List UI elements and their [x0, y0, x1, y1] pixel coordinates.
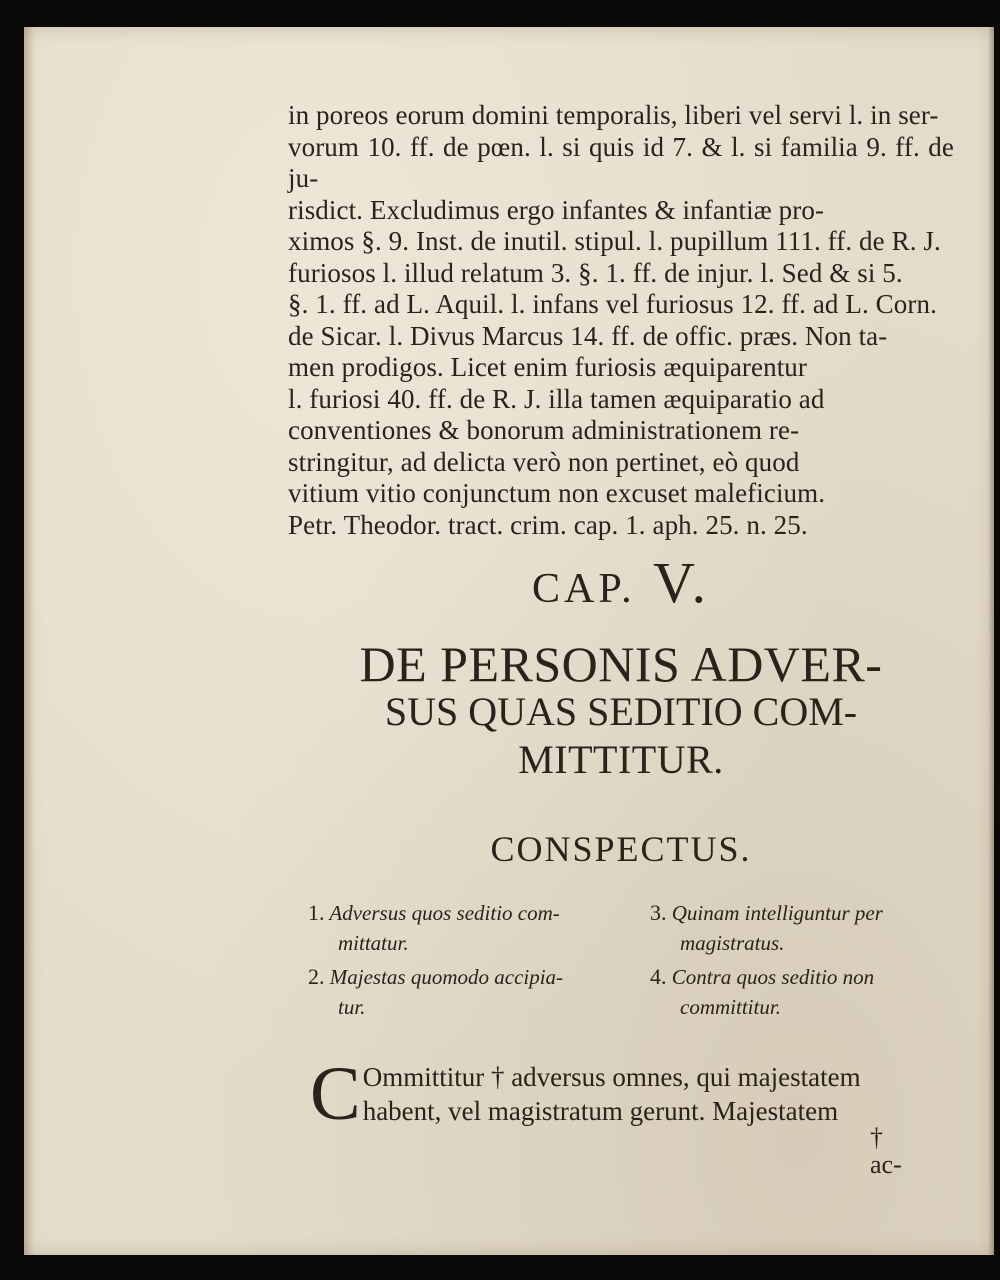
chapter-number: V. — [653, 550, 710, 615]
body-line: in poreos eorum domini temporalis, liberi vel servi l. in ser- — [288, 100, 939, 130]
catchword-text: ac- — [870, 1150, 902, 1179]
body-line: ximos §. 9. Inst. de inutil. stipul. l. pupillum 111. ff. de R. J. — [288, 226, 941, 256]
title-line-1: DE PERSONIS ADVER- — [359, 636, 883, 692]
conspectus-heading: CONSPECTUS. — [490, 829, 752, 869]
body-line: furiosos l. illud relatum 3. §. 1. ff. de injur. l. Sed & si 5. — [288, 257, 903, 288]
body-line: vorum 10. ff. de pœn. l. si quis id 7. & l. si familia 9. ff. de ju- — [288, 131, 954, 193]
page-gutter-shadow — [24, 27, 34, 1255]
summary-item-text: Quinam intelliguntur per — [671, 901, 883, 925]
title-line-3: MITTITUR. — [518, 737, 724, 782]
summary-column-right — [650, 898, 950, 1026]
opening-line-1: Ommittitur † adversus omnes, qui majestatem — [362, 1062, 861, 1092]
summary-item-continuation: mittatur. — [338, 931, 409, 955]
summary-item-continuation: magistratus. — [680, 931, 785, 955]
body-line: de Sicar. l. Divus Marcus 14. ff. de offic. præs. Non ta- — [288, 320, 888, 351]
summary-item-number: 4. — [650, 964, 667, 989]
title-line-2: SUS QUAS SEDITIO COM- — [384, 689, 858, 734]
chapter-word: CAP. — [532, 566, 636, 612]
summary-item — [650, 898, 950, 958]
summary-item-text: Majestas quomodo accipia- — [329, 965, 564, 989]
summary-column-left — [308, 898, 618, 1026]
summary-item-continuation: committitur. — [680, 995, 781, 1019]
summary-item-text: Adversus quos seditio com- — [329, 901, 560, 925]
summary-item-continuation: tur. — [338, 995, 366, 1019]
body-line: vitium vitio conjunctum non excuset maleficium. — [288, 478, 826, 508]
body-paragraph — [288, 100, 954, 541]
summary-item-text: Contra quos seditio non — [671, 965, 875, 989]
chapter-heading — [288, 548, 954, 624]
summary-item — [308, 898, 618, 958]
body-line: l. furiosi 40. ff. de R. J. illa tamen æquiparatio ad — [288, 383, 825, 414]
body-line: risdict. Excludimus ergo infantes & infantiæ pro- — [288, 194, 825, 225]
body-line: Petr. Theodor. tract. crim. cap. 1. aph. 25. n. 25. — [288, 509, 808, 540]
dagger-mark: † — [870, 1123, 883, 1152]
body-line: conventiones & bonorum administrationem re- — [288, 415, 800, 445]
summary-item-number: 3. — [650, 900, 667, 925]
body-line: §. 1. ff. ad L. Aquil. l. infans vel furiosus 12. ff. ad L. Corn. — [288, 289, 937, 319]
summary-item-number: 1. — [308, 900, 325, 925]
body-line: men prodigos. Licet enim furiosis æquiparentur — [288, 352, 807, 382]
summary-item — [308, 962, 618, 1022]
body-line: stringitur, ad delicta verò non pertinet, eò quod — [288, 446, 800, 477]
opening-line-2: habent, vel magistratum gerunt. Majestatem — [362, 1096, 839, 1126]
chapter-title — [288, 636, 954, 784]
page-edge-shadow — [988, 27, 994, 1255]
summary-item — [650, 962, 950, 1022]
summary-item-number: 2. — [308, 964, 325, 989]
drop-cap: C — [310, 1052, 361, 1136]
catchword — [870, 1123, 902, 1180]
opening-paragraph — [310, 1052, 950, 1136]
